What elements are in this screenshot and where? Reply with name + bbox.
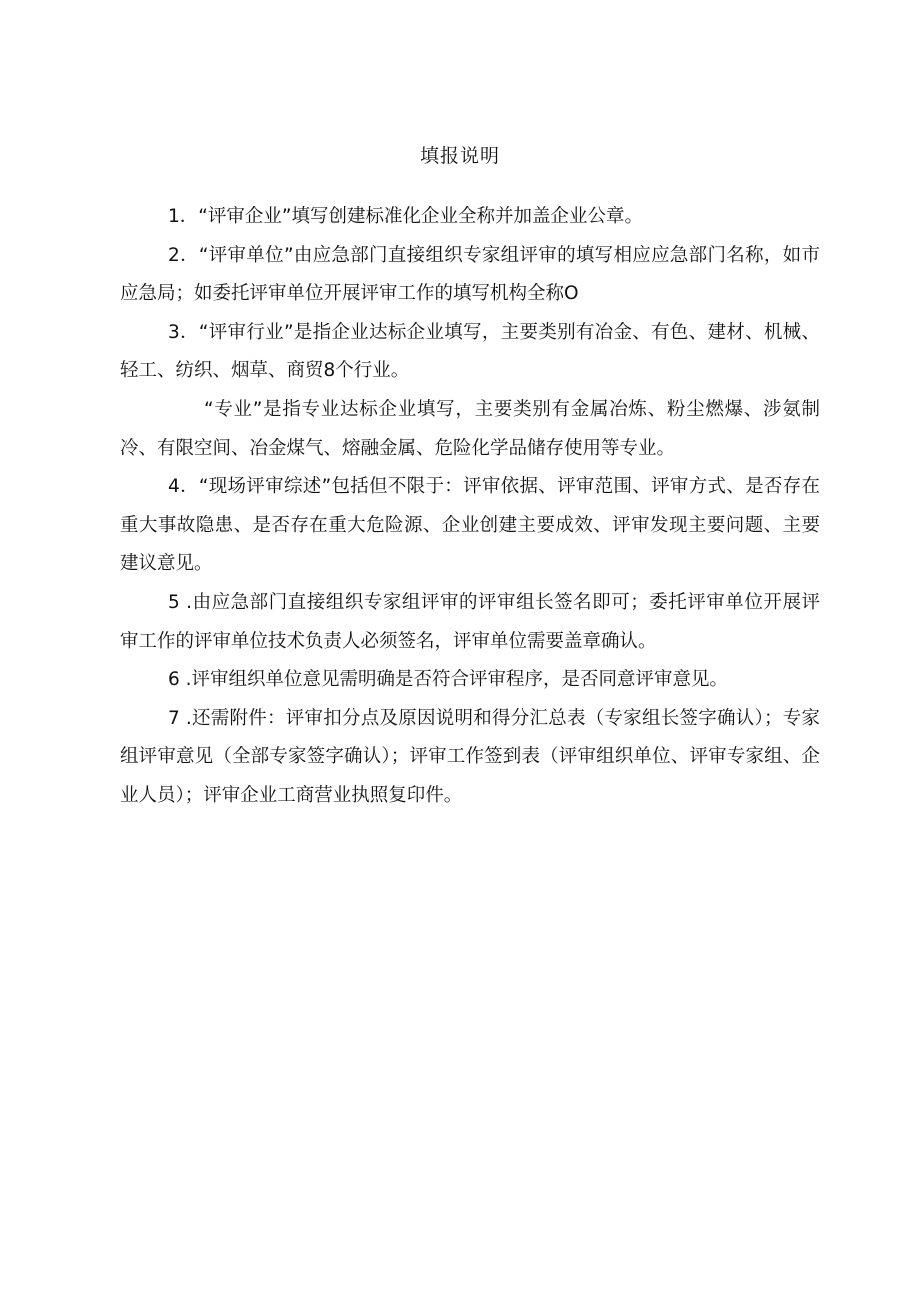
instruction-item-3-specialty: “专业”是指专业达标企业填写，主要类别有金属冶炼、粉尘燃爆、涉氨制冷、有限空间、冶金煤气、熔融金属、危险化学品储存使用等专业。 (120, 398, 820, 459)
instruction-item-2: 2．“评审单位”由应急部门直接组织专家组评审的填写相应应急部门名称，如市应急局；如委托评审单位开展评审工作的填写机构全称O (120, 244, 820, 305)
instruction-item-5: 5 .由应急部门直接组织专家组评审的评审组长签名即可；委托评审单位开展评审工作的评审单位技术负责人必须签名，评审单位需要盖章确认。 (120, 591, 820, 652)
instruction-item-1: 1．“评审企业”填写创建标准化企业全称并加盖企业公章。 (168, 206, 643, 227)
instructions-body (120, 198, 820, 816)
instruction-item-4: 4．“现场评审综述”包括但不限于：评审依据、评审范围、评审方式、是否存在重大事故隐患、是否存在重大危险源、企业创建主要成效、评审发现主要问题、主要建议意见。 (120, 476, 820, 575)
document-title: 填报说明 (419, 145, 500, 167)
instruction-item-6: 6 .评审组织单位意见需明确是否符合评审程序，是否同意评审意见。 (168, 669, 729, 691)
instruction-item-3: 3．“评审行业”是指企业达标企业填写，主要类别有冶金、有色、建材、机械、轻工、纺织、烟草、商贸8个行业。 (120, 321, 820, 382)
instruction-item-7: 7 .还需附件：评审扣分点及原因说明和得分汇总表（专家组长签字确认）；专家组评审意见（全部专家签字确认）；评审工作签到表（评审组织单位、评审专家组、企业人员）；评审企业工商营业执照复印件。 (120, 707, 820, 806)
